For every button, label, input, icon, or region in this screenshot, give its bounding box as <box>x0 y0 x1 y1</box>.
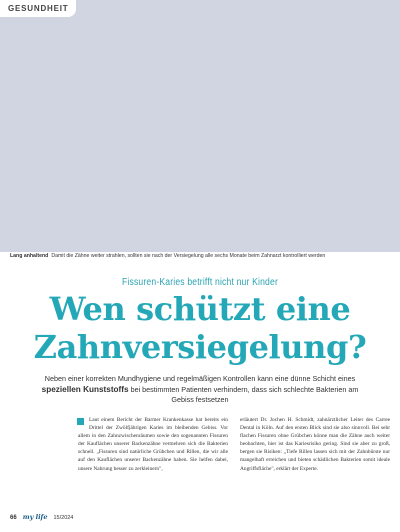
article-photo <box>0 0 400 252</box>
article-headline <box>0 290 400 366</box>
lead-part-1: Neben einer korrekten Mundhygiene und regelmäßigen Kontrollen kann eine dünne Schicht eines <box>44 374 356 383</box>
page-number: 66 <box>10 515 17 521</box>
caption-lead: Lang anhaltend <box>10 253 49 259</box>
article-body <box>78 416 390 473</box>
column-1-text: Laut einem Bericht der Barmer Krankenkasse hat bereits ein Drittel der Zwölfjährigen Karies im bleibenden Gebiss. Vor allem in den Zahnzwischenräumen sowie den sogenannten Fissuren der Kauflächen unserer Backenzähne vermehren sich die Bakterien schnell. „Fissuren sind natürliche Grübchen und Rillen, die wir alle auf den Kauflächen unserer Backenzähne haben. Sie helfen dabei, unsere Nahrung besser zu zerkleinern", <box>78 417 228 472</box>
page-footer <box>10 513 73 523</box>
article-lead <box>40 374 360 406</box>
photo-caption <box>10 253 395 260</box>
caption-text: Damit die Zähne weiter strahlen, sollten sie nach der Versiegelung alle sechs Monate beim Zahnarzt kontrolliert werden <box>51 253 326 259</box>
body-column-2: erläutert Dr. Jochen H. Schmidt, zahnärztlicher Leiter des Carree Dental in Köln. Auf den ersten Blick sind sie also sinnvoll. Bei sehr flachen Fissuren ohne Grübchen könne man die Zähne auch weiter beobachten, hier ist das Kariesrisiko gering. Sind sie aber zu groß, bergen sie Risiken: „Tiefe Rillen lassen sich mit der Zahnbürste nur mangelhaft erreichen und bieten schädlichen Bakterien somit ideale Angriffsfläche", erklärt der Experte. <box>240 417 390 472</box>
section-label: GESUNDHEIT <box>0 0 76 17</box>
headline-line-2: Zahnversiegelung? <box>33 328 367 366</box>
lead-part-2: bei bestimmten Patienten verhindern, dass sich schlechte Bakterien am Gebiss festsetzen <box>130 384 359 404</box>
magazine-logo: my life <box>22 513 48 521</box>
body-column-1 <box>78 416 228 473</box>
dropcap-square-icon <box>77 418 84 425</box>
article-kicker: Fissuren-Karies betrifft nicht nur Kinder <box>121 277 279 288</box>
issue-number: 15/2024 <box>53 515 74 521</box>
headline-line-1: Wen schützt eine <box>49 290 351 328</box>
lead-emphasis: speziellen Kunststoffs <box>41 384 129 394</box>
